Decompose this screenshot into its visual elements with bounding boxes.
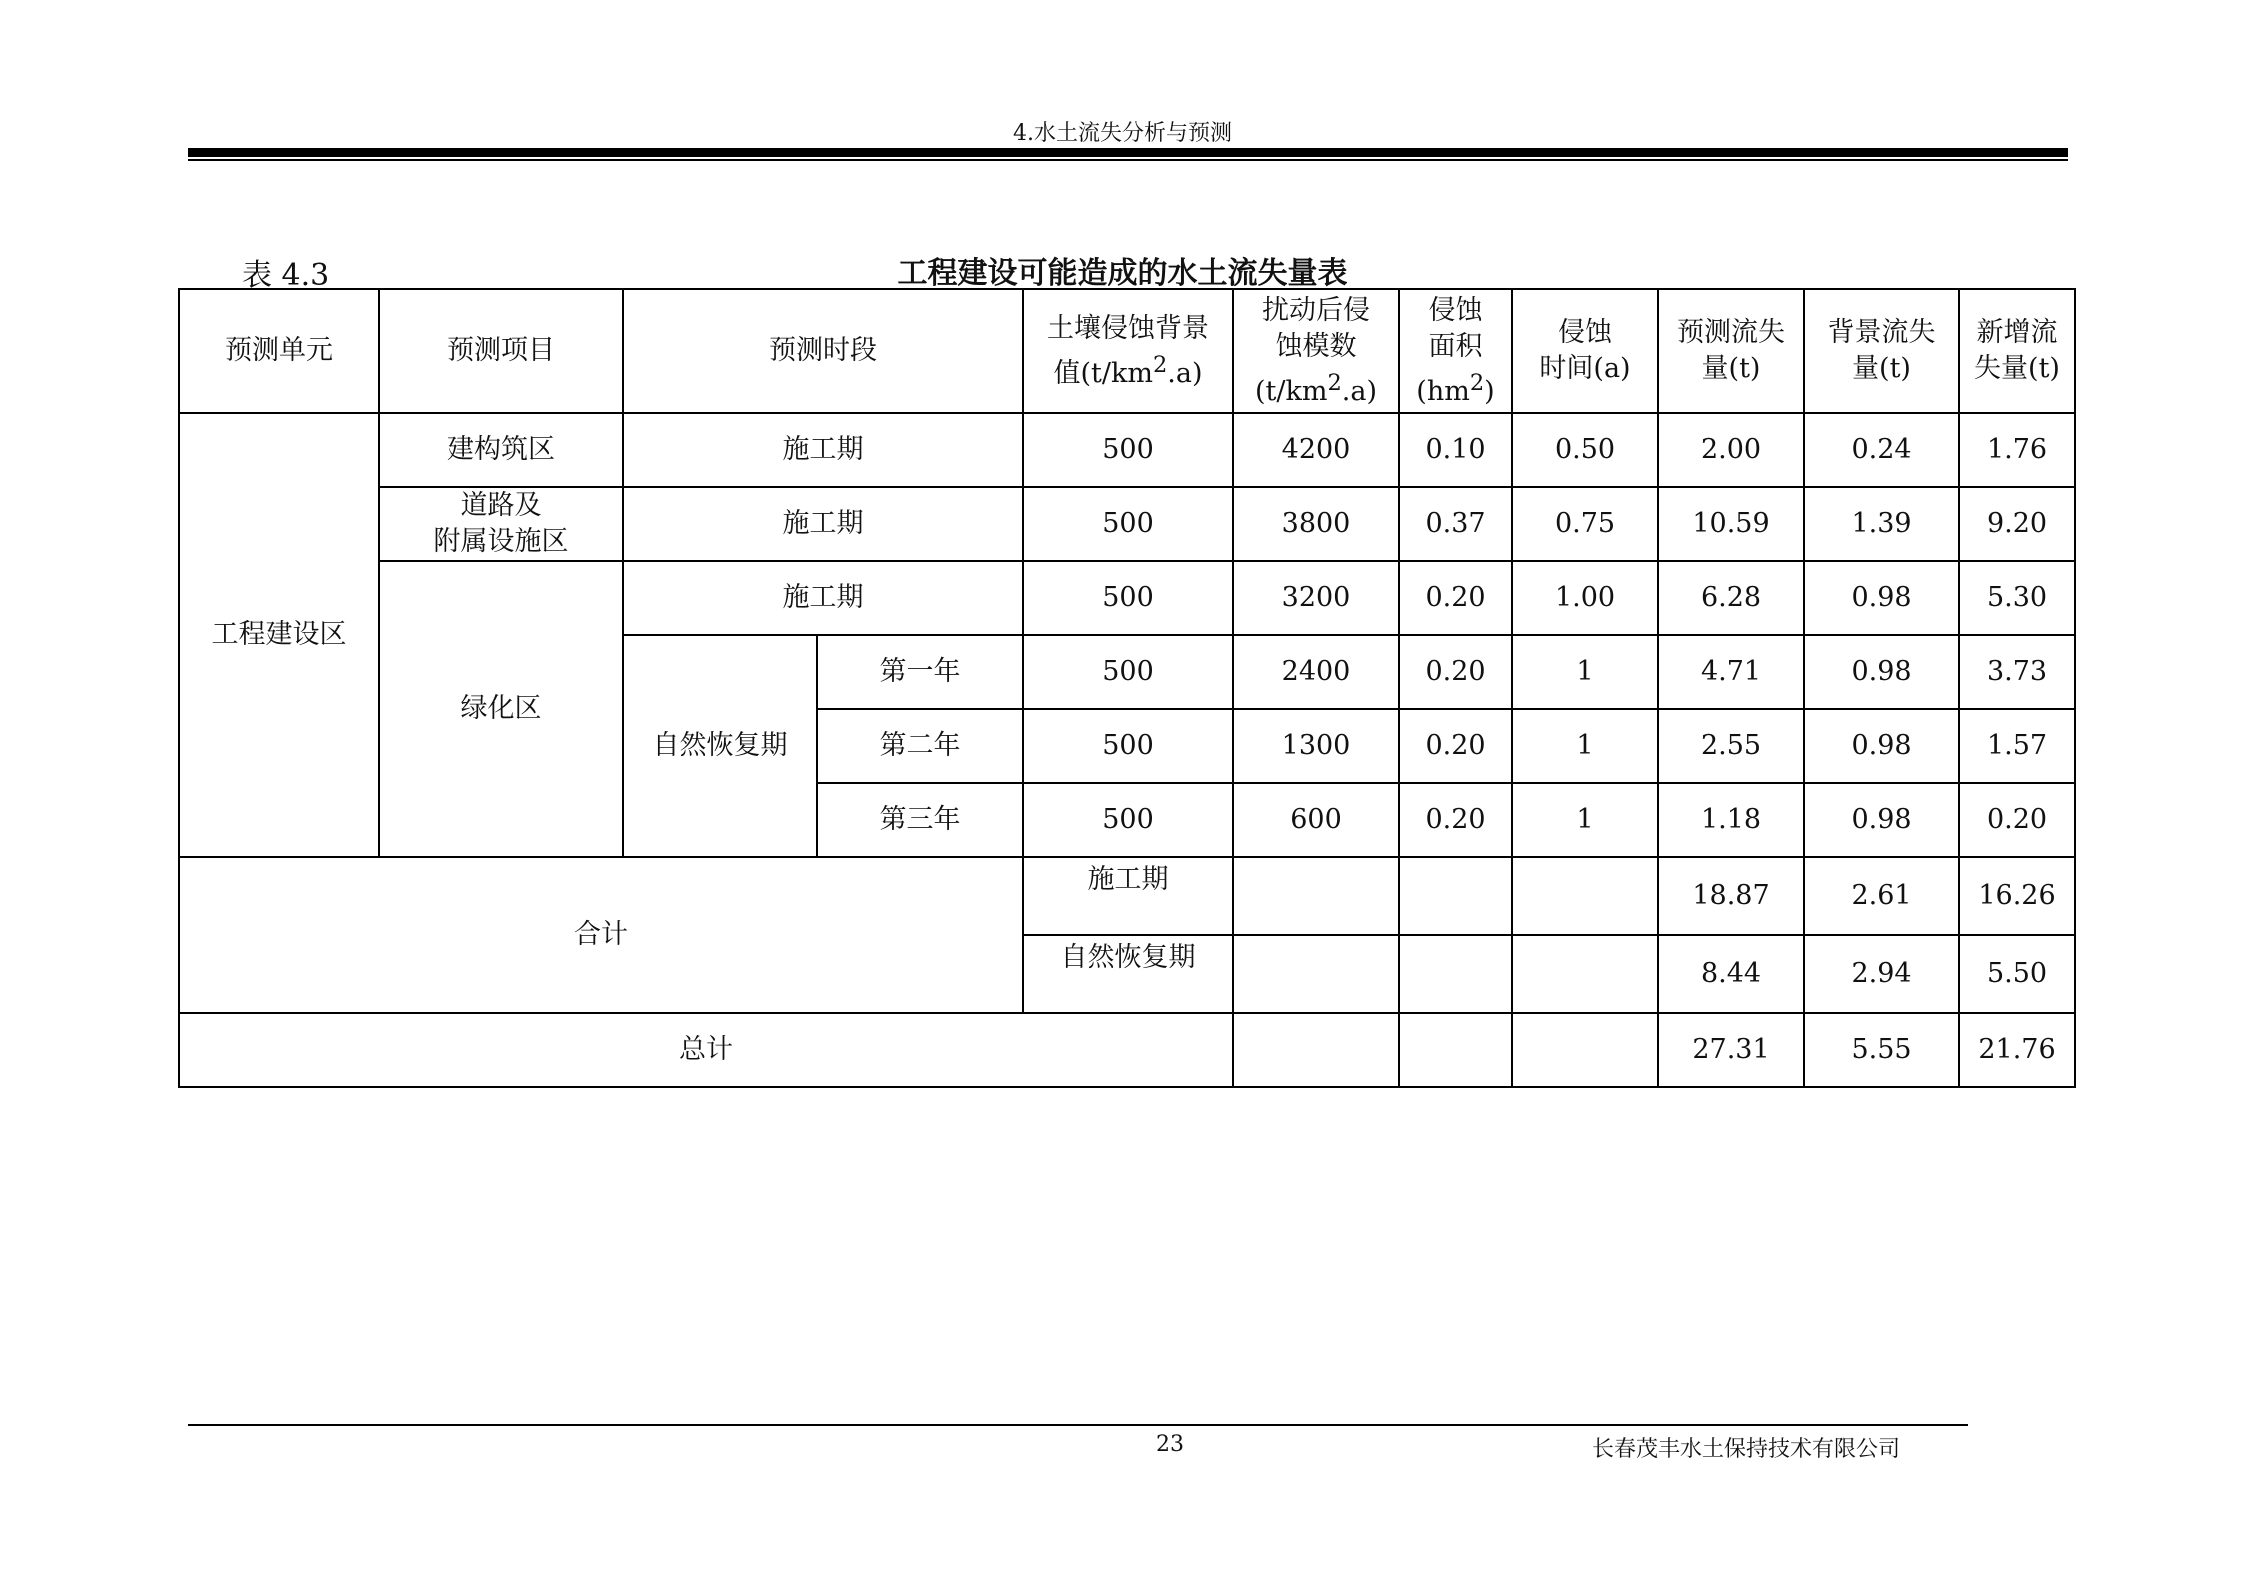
new-loss-value: 5.50 [1959,935,2075,1013]
modulus-value: 600 [1233,783,1399,857]
new-loss-value: 16.26 [1959,857,2075,935]
table-title: 工程建设可能造成的水土流失量表 [897,256,1348,291]
predicted-value: 10.59 [1658,487,1804,561]
table-row [179,561,2075,635]
page-number: 23 [1156,1432,1184,1457]
header-background-loss: 背景流失 量(t) [1804,289,1959,413]
background-loss-value: 5.55 [1804,1013,1959,1087]
header-disturbed-modulus: 扰动后侵 蚀模数 $(t/km^2.a)$ [1233,289,1399,413]
period-group: 自然恢复期 [623,635,817,857]
new-loss-value: 0.20 [1959,783,2075,857]
header-rule-thick [188,148,2068,157]
subperiod-cell: 第三年 [817,783,1023,857]
header-time: 侵蚀 时间(a) [1512,289,1658,413]
time-value: 1 [1512,783,1658,857]
subperiod-cell: 第二年 [817,709,1023,783]
new-loss-value: 1.57 [1959,709,2075,783]
subtotal-recovery-label: 自然恢复期 [1023,935,1233,1013]
item-name: 建构筑区 [379,413,623,487]
area-value: 0.20 [1399,709,1512,783]
empty-cell [1233,857,1399,935]
empty-cell [1233,1013,1399,1087]
modulus-value: 1300 [1233,709,1399,783]
area-value: 0.37 [1399,487,1512,561]
header-background-modulus: 土壤侵蚀背景 值$(t/km^2.a)$ [1023,289,1233,413]
subtotal-label: 合计 [179,857,1023,1013]
header-rule-thin [188,159,2068,161]
total-row [179,1013,2075,1087]
period-cell: 施工期 [623,413,1023,487]
company-name: 长春茂丰水土保持技术有限公司 [1592,1437,1901,1462]
background-value: 500 [1023,561,1233,635]
empty-cell [1512,857,1658,935]
item-name: 绿化区 [379,561,623,857]
time-value: 0.75 [1512,487,1658,561]
area-value: 0.20 [1399,783,1512,857]
subperiod-cell: 第一年 [817,635,1023,709]
header-period: 预测时段 [623,289,1023,413]
subtotal-row-construction [179,857,2075,935]
background-value: 500 [1023,635,1233,709]
background-value: 500 [1023,709,1233,783]
time-value: 1 [1512,709,1658,783]
empty-cell [1399,935,1512,1013]
empty-cell [1512,935,1658,1013]
soil-loss-table [178,288,2076,1088]
modulus-value: 4200 [1233,413,1399,487]
new-loss-value: 21.76 [1959,1013,2075,1087]
subtotal-construction-label: 施工期 [1023,857,1233,935]
background-loss-value: 2.61 [1804,857,1959,935]
modulus-value: 3800 [1233,487,1399,561]
empty-cell [1399,857,1512,935]
empty-cell [1233,935,1399,1013]
period-cell: 施工期 [623,561,1023,635]
predicted-value: 6.28 [1658,561,1804,635]
table-row [179,413,2075,487]
header-unit: 预测单元 [179,289,379,413]
time-value: 0.50 [1512,413,1658,487]
new-loss-value: 3.73 [1959,635,2075,709]
background-loss-value: 0.98 [1804,709,1959,783]
new-loss-value: 9.20 [1959,487,2075,561]
background-loss-value: 1.39 [1804,487,1959,561]
empty-cell [1512,1013,1658,1087]
header-new-loss: 新增流 失量(t) [1959,289,2075,413]
header-row [179,289,2075,413]
predicted-value: 2.55 [1658,709,1804,783]
empty-cell [1399,1013,1512,1087]
predicted-value: 4.71 [1658,635,1804,709]
area-value: 0.20 [1399,561,1512,635]
background-loss-value: 0.98 [1804,635,1959,709]
header-predicted-loss: 预测流失 量(t) [1658,289,1804,413]
background-loss-value: 2.94 [1804,935,1959,1013]
period-cell: 施工期 [623,487,1023,561]
unit-name: 工程建设区 [179,413,379,857]
new-loss-value: 5.30 [1959,561,2075,635]
area-value: 0.20 [1399,635,1512,709]
predicted-value: 27.31 [1658,1013,1804,1087]
new-loss-value: 1.76 [1959,413,2075,487]
background-value: 500 [1023,487,1233,561]
modulus-value: 2400 [1233,635,1399,709]
modulus-value: 3200 [1233,561,1399,635]
background-value: 500 [1023,413,1233,487]
predicted-value: 2.00 [1658,413,1804,487]
time-value: 1 [1512,635,1658,709]
table-number: 表 4.3 [242,258,330,293]
predicted-value: 1.18 [1658,783,1804,857]
predicted-value: 8.44 [1658,935,1804,1013]
header-area: 侵蚀 面积 $(hm^2)$ [1399,289,1512,413]
background-value: 500 [1023,783,1233,857]
predicted-value: 18.87 [1658,857,1804,935]
time-value: 1.00 [1512,561,1658,635]
total-label: 总计 [179,1013,1233,1087]
background-loss-value: 0.24 [1804,413,1959,487]
background-loss-value: 0.98 [1804,783,1959,857]
header-item: 预测项目 [379,289,623,413]
item-name: 道路及 附属设施区 [379,487,623,561]
background-loss-value: 0.98 [1804,561,1959,635]
chapter-title: 4.水土流失分析与预测 [1013,121,1232,146]
table-row [179,487,2075,561]
area-value: 0.10 [1399,413,1512,487]
footer-rule [188,1424,1968,1426]
